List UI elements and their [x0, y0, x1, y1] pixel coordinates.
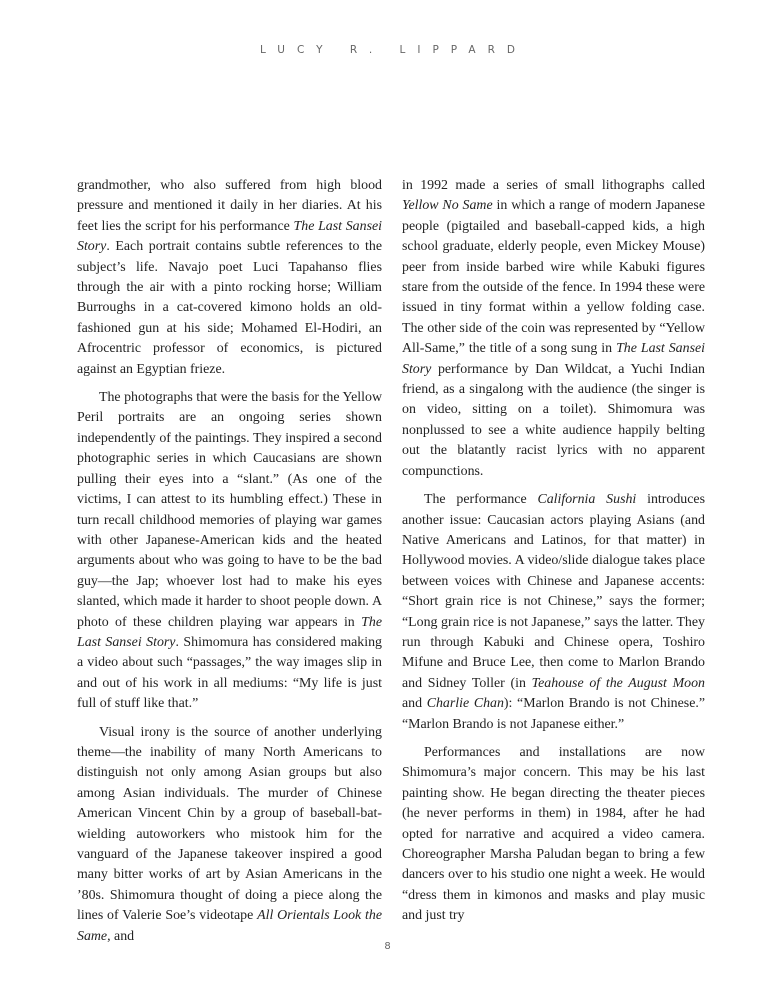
title-italic: The Last Sansei Story — [77, 218, 382, 255]
text-run: grandmother, who also suffered from high blood pressure and mentioned it daily in her diaries. At his feet lies the script for his performance — [77, 178, 382, 234]
text-run: . Each portrait contains subtle references to the subject’s life. Navajo poet Luci Tapahanso flies through the air with a pinto rocking horse; William Burroughs in a cat-covered kimono holds an old-fashioned gun at his side; Mohamed El-Hodiri, an Afrocentric professor of economics, is pictured against an Egyptian frieze. — [77, 239, 382, 377]
paragraph — [402, 490, 705, 735]
title-italic: The Last Sansei Story — [77, 614, 382, 650]
paragraph — [402, 176, 705, 482]
text-run: , and — [107, 928, 135, 944]
text-run: Performances and installations are now Shimomura’s major concern. This may be his last painting show. He began directing the theater pieces (he never performs in them) in 1984, after he had opted for narrative and acquired a video camera. Choreographer Marsha Paludan began to bring a few dancers over to his studio one night a week. He would “dress them in kimonos and masks and play music and just try — [402, 744, 705, 924]
text-run: ): “Marlon Brando is not Chinese.” “Marlon Brando is not Japanese either.” — [402, 696, 706, 732]
paragraph — [77, 388, 382, 715]
text-run: and — [402, 696, 427, 712]
text-run: The performance — [424, 492, 538, 508]
paragraph — [77, 723, 382, 947]
text-run: in 1992 made a series of small lithographs called — [402, 178, 705, 193]
title-italic: The Last Sansei Story — [402, 341, 705, 377]
text-run: . Shimomura has considered making a video about such “passages,” the way images slip in and out of his work in all mediums: “My life is just full of stuff like that.” — [77, 634, 382, 712]
text-run: Visual irony is the source of another underlying theme—the inability of many North Americans to distinguish not only among Asian groups but also among Asian individuals. The murder of Chinese American Vincent Chin by a group of baseball-bat-wielding autoworkers who mistook him for the vanguard of the Japanese takeover inspired a good many bitter works of art by Asian Americans in the ’80s. Shimomura thought of doing a piece along the lines of Valerie Soe’s videotape — [77, 724, 382, 924]
page-number: 8 — [384, 941, 391, 952]
left-column — [77, 176, 382, 955]
title-italic: All Orientals Look the Same — [77, 908, 382, 944]
running-head: LUCY R. LIPPARD — [259, 44, 527, 56]
title-italic: Charlie Chan — [426, 696, 504, 712]
paragraph — [402, 743, 705, 927]
text-run: The photographs that were the basis for the Yellow Peril portraits are an ongoing series shown independently of the paintings. They inspired a second photographic series in which Caucasians are shown pulling their eyes into a “slant.” (As one of the victims, I can attest to its humbling effect.) These in turn recall childhood memories of playing war games with other Japanese-American kids and the heated arguments about who was going to have to be the bad guy—the Jap; whoever lost had to make his eyes slanted, which made it harder to shoot people down. A photo of these children playing war appears in — [77, 390, 382, 630]
paragraph — [77, 176, 382, 380]
right-column — [402, 176, 705, 935]
title-italic: Teahouse of the August Moon — [531, 675, 705, 691]
text-run: performance by Dan Wildcat, a Yuchi Indian friend, as a singalong with the audience (the singer is on video, sitting on a toilet). Shimomura was nonplussed to see a white audience happily belting out the blatantly racist lyrics with no apparent compunctions. — [402, 361, 705, 479]
text-run: in which a range of modern Japanese people (pigtailed and baseball-capped kids, a high school graduate, elderly people, even Mickey Mouse) peer from inside barbed wire while Kabuki figures stare from the outside of the fence. In 1994 these were issued in tiny format within a yellow folding case. The other side of the coin was represented by “Yellow All-Same,” the title of a song sung in — [402, 198, 705, 357]
title-italic: Yellow No Same — [402, 198, 493, 214]
text-run: introduces another issue: Caucasian actors playing Asians (and Native Americans and Latinos, for that matter) in Hollywood movies. A video/slide dialogue takes place between voices with Chinese and Japanese accents: “Short grain rice is not Chinese,” says the former; “Long grain rice is not Japanese,” says the latter. They run through Kabuki and Chinese opera, Toshiro Mifune and Bruce Lee, then come to Marlon Brando and Sidney Toller (in — [402, 492, 705, 691]
title-italic: California Sushi — [537, 492, 637, 508]
